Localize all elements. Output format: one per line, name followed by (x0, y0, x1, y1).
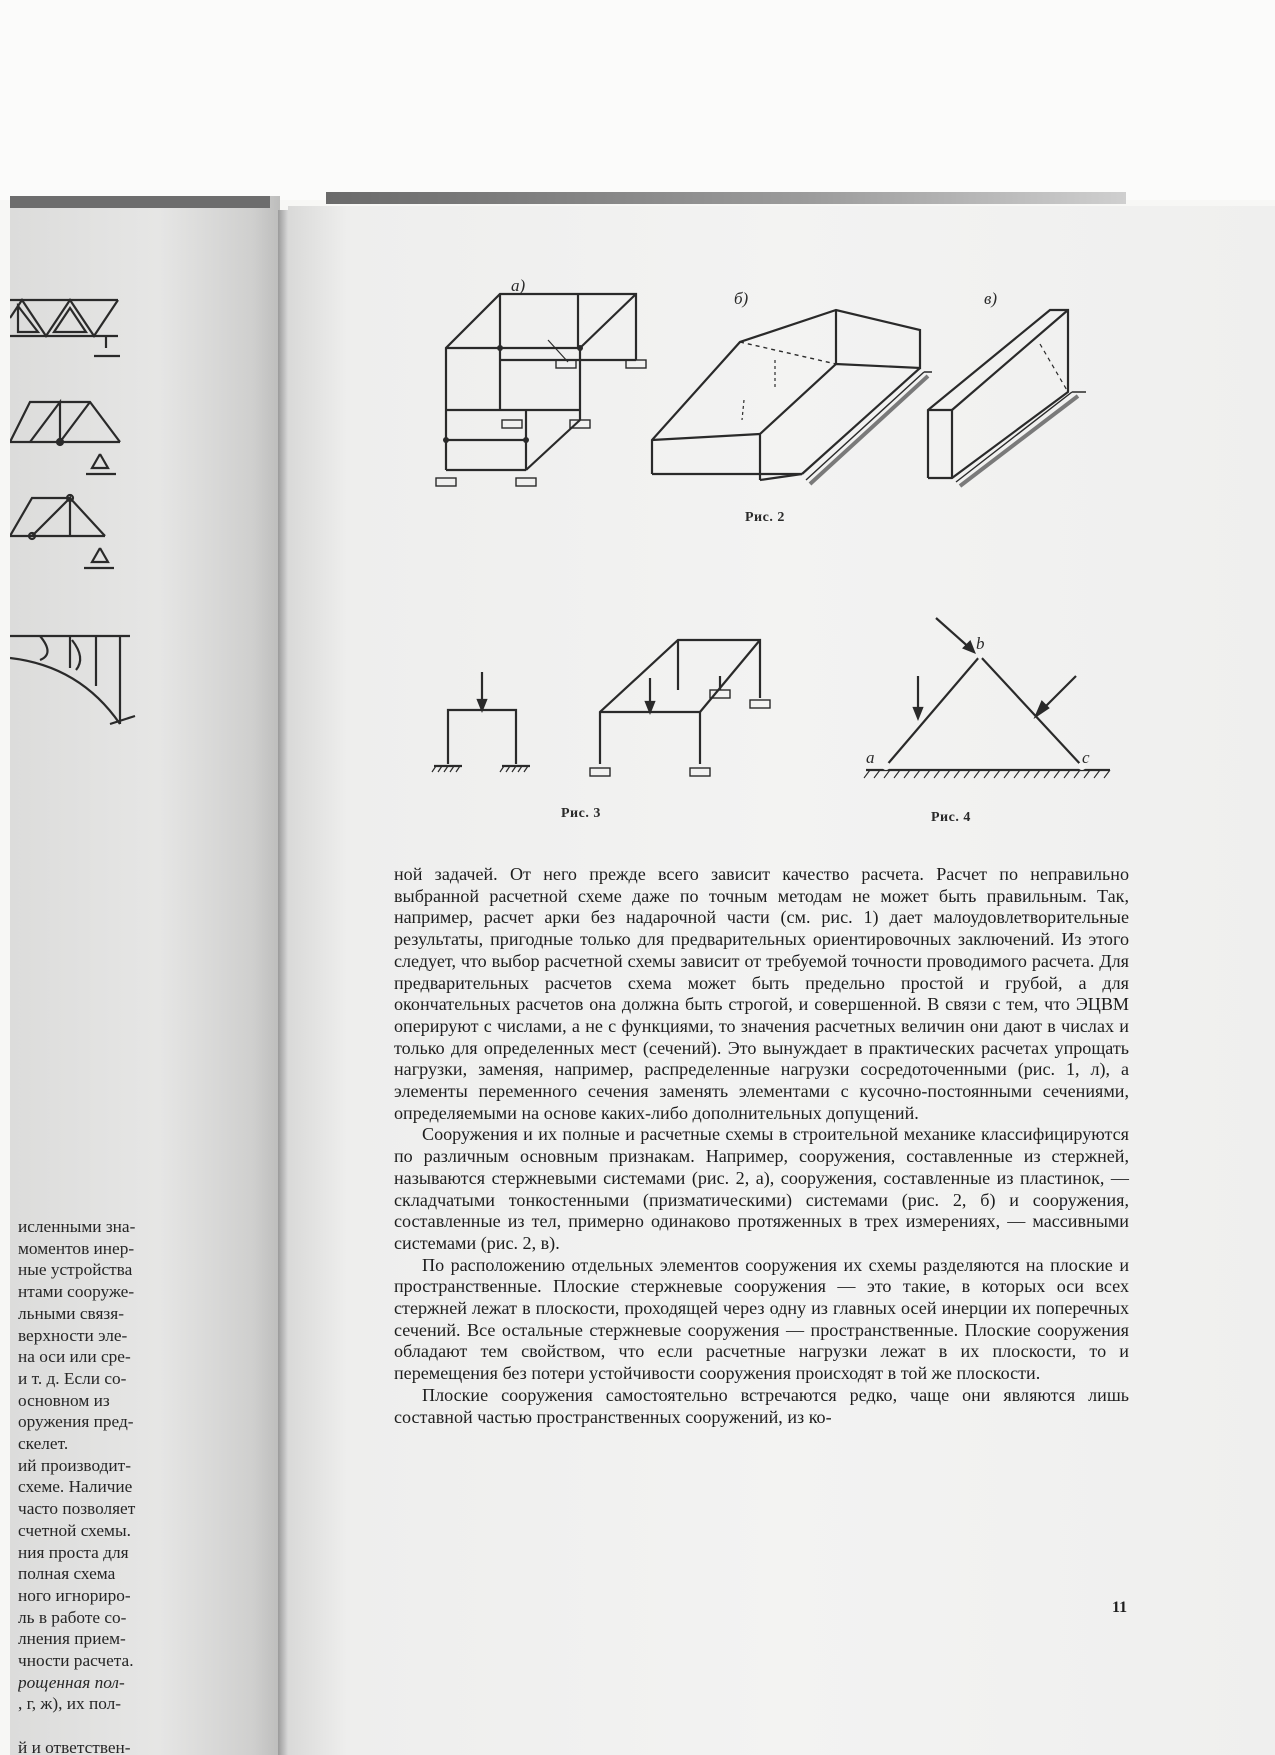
fig2-caption: Рис. 2 (745, 510, 785, 525)
left-line: ния проста для (18, 1542, 129, 1562)
page-number: 11 (1112, 1599, 1128, 1616)
fig4-caption: Рис. 4 (931, 810, 971, 825)
left-line: часто позволяет (18, 1499, 136, 1519)
left-line: и т. д. Если со- (18, 1368, 127, 1388)
left-line: основном из (18, 1390, 110, 1410)
fig4-label-a: a (866, 748, 875, 767)
fig2v-label: в) (984, 289, 998, 308)
left-line: моментов инер- (18, 1238, 135, 1258)
fig3-planar-frame (432, 672, 530, 772)
body-text (394, 864, 1129, 1428)
left-line: лнения прием- (18, 1629, 126, 1649)
left-line: оружения пред- (18, 1412, 134, 1432)
left-line-blank (18, 1715, 178, 1737)
left-line: исленными зна- (18, 1217, 136, 1236)
fig3-spatial-frame (590, 640, 770, 776)
fig4-label-c: c (1082, 748, 1090, 767)
figures-canvas (0, 0, 1275, 860)
fig2v-massive-system (928, 310, 1086, 486)
left-line: скелет. (18, 1434, 69, 1454)
left-line: льными связя- (18, 1303, 124, 1323)
fig4-triangle (864, 618, 1110, 778)
fig2a-label: а) (511, 276, 526, 295)
paragraph: ной задачей. От него прежде всего зависит качество расчета. Расчет по неправильно выбранной расчетной схеме даже по точным методам не может быть правильным. Так, например, расчет арки без надарочной части (см. рис. 1) дает малоудовлетворительные результаты, пригодные только для предварительных ориентировочных заключений. Из этого следует, что выбор расчетной схемы зависит от требуемой точности проводимого расчета. Для предварительных расчетов схема может быть предельно простой и грубой, а для окончательных расчетов она должна быть строгой, и совершенной. В связи с тем, что ЭЦВМ оперируют с числами, а не с функциями, то значения расчетных величин они дают в числах и только для определенных мест (сечений). Это вынуждает в практических расчетах упрощать нагрузки, заменяя, например, распределенные нагрузки сосредоточенными (рис. 1, л), а элементы переменного сечения заменять элементами с кусочно-постоянными сечениями, определяемыми на основе каких-либо дополнительных допущений. (394, 864, 1129, 1123)
left-line: полная схема (18, 1564, 116, 1584)
fig2a-space-frame (436, 294, 646, 486)
left-line: верхности эле- (18, 1325, 128, 1345)
fig2b-label: б) (734, 289, 749, 308)
left-line: ль в работе со- (18, 1607, 127, 1627)
left-line: схеме. Наличие (18, 1477, 133, 1497)
paragraph: По расположению отдельных элементов сооружения их схемы разделяются на плоские и пространственные. Плоские стержневые сооружения — это такие, в которых оси всех стержней лежат в плоскости, проходящей через одну из главных осей инерции их поперечных сечений. Все остальные стержневые сооружения — пространственные. Плоские сооружения обладают тем свойством, что если расчетные нагрузки лежат в их плоскости, то и перемещения без потери устойчивости сооружения происходят в той же плоскости. (394, 1254, 1129, 1384)
left-line: ные устройства (18, 1260, 133, 1280)
left-line: й и ответствен- (18, 1737, 131, 1755)
left-line: ий производит- (18, 1455, 131, 1475)
left-line: чности расчета. (18, 1651, 134, 1671)
left-line: нтами сооруже- (18, 1282, 135, 1302)
left-line: ного игнориро- (18, 1585, 131, 1605)
paragraph: Плоские сооружения самостоятельно встречаются редко, чаще они являются лишь составной частью пространственных сооружений, из ко- (394, 1384, 1129, 1427)
left-line: , г, ж), их пол- (18, 1694, 122, 1714)
left-line: счетной схемы. (18, 1520, 131, 1540)
left-line: рощенная пол- (18, 1672, 125, 1692)
fig3-caption: Рис. 3 (561, 806, 601, 821)
fig4-label-b: b (976, 634, 985, 653)
left-line: на оси или сре- (18, 1347, 131, 1367)
paragraph: Сооружения и их полные и расчетные схемы в строительной механике классифицируются по различным основным признакам. Например, сооружения, составленные из стержней, называются стержневыми системами (рис. 2, а), сооружения, составленные из пластинок, — складчатыми тонкостенными (призматическими) системами (рис. 2, б) и сооружения, составленные из тел, примерно одинаково протяженных в трех измерениях, — массивными системами (рис. 2, в). (394, 1124, 1129, 1253)
left-page-text-fragments (18, 1216, 178, 1755)
fig2b-folded-plate (652, 310, 932, 484)
